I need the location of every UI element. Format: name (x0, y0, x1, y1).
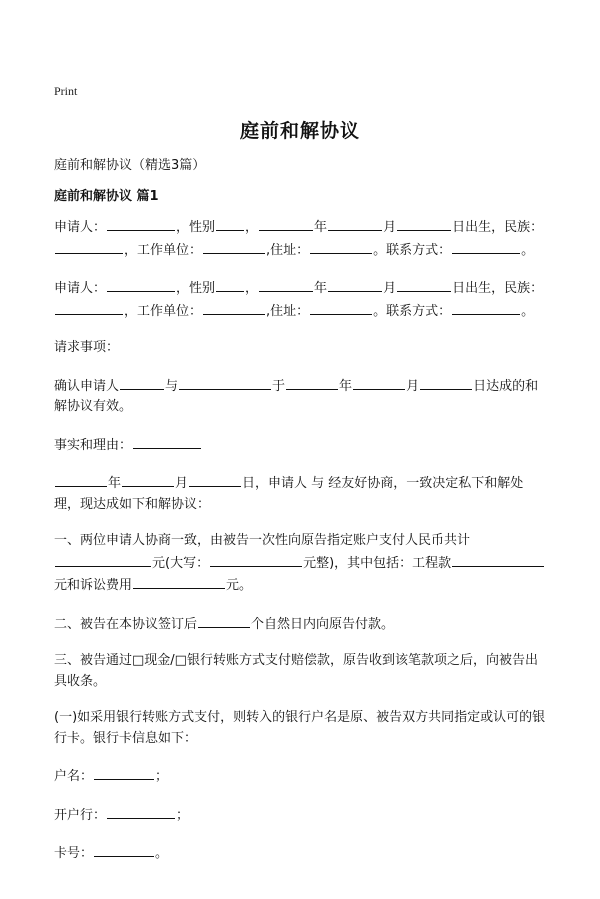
document-title: 庭前和解协议 (239, 120, 360, 142)
text-segment: 申请人： (54, 220, 107, 235)
blank-line (328, 216, 382, 231)
text-segment: 与 (165, 378, 179, 394)
text-segment: 事实和理由： (54, 437, 133, 453)
text-segment: 月 (406, 378, 420, 394)
facts-paragraph (54, 434, 546, 457)
text-segment: 二、被告在本协议签订后 (54, 616, 198, 632)
blank-line (94, 842, 154, 857)
bank-transfer-paragraph: (一)如采用银行转账方式支付，则转入的银行户名是原、被告双方共同指定或认可的银行卡。银行卡信息如下： (54, 710, 546, 746)
blank-line (107, 804, 175, 819)
text-segment: 。 (155, 846, 169, 861)
blank-line (286, 375, 338, 390)
text-segment: ； (155, 769, 169, 784)
text-segment: ，工作单位： (124, 242, 203, 258)
blank-line (179, 375, 271, 390)
blank-line (122, 472, 174, 487)
blank-line (133, 574, 225, 589)
text-segment: ，性别 (176, 220, 216, 235)
text-segment: ，工作单位： (124, 303, 203, 319)
blank-line (397, 277, 451, 292)
applicant-2-paragraph (54, 277, 546, 322)
blank-line (216, 277, 244, 292)
text-segment: 。联系方式： (373, 242, 452, 258)
account-name-line (54, 765, 546, 788)
text-segment: 日达成的和解协议有效。 (54, 378, 539, 414)
text-segment: 元。 (226, 578, 253, 593)
card-number-line (54, 842, 546, 865)
text-segment: 元整)，其中包括：工程款 (303, 555, 452, 571)
text-segment: 年 (339, 378, 353, 394)
request-paragraph (54, 375, 546, 418)
section-heading: 庭前和解协议 篇1 (54, 189, 159, 204)
text-segment: 开户行： (54, 807, 107, 823)
text-segment: ，性别 (176, 281, 216, 296)
print-link[interactable]: Print (54, 84, 78, 98)
blank-line (107, 277, 175, 292)
document-subtitle: 庭前和解协议（精选3篇） (54, 158, 206, 173)
text-segment: 年 (314, 220, 328, 235)
blank-line (55, 552, 151, 567)
blank-line (328, 277, 382, 292)
blank-line (259, 216, 313, 231)
blank-line (94, 765, 154, 780)
text-segment: 申请人： (54, 281, 107, 296)
text-segment: 月 (175, 476, 189, 491)
applicant-1-paragraph (54, 216, 546, 261)
text-segment: 于 (272, 378, 286, 394)
blank-line (452, 552, 544, 567)
text-segment: 月 (383, 281, 397, 296)
blank-line (120, 375, 164, 390)
clause-2-paragraph (54, 613, 546, 636)
text-segment: ,住址： (266, 303, 310, 319)
blank-line (216, 216, 244, 231)
agreement-intro-paragraph (54, 472, 546, 515)
request-heading: 请求事项： (54, 340, 120, 355)
text-segment: 日，申请人 与 经友好协商，一致决定私下和解处理，现达成如下和解协议： (54, 476, 524, 512)
blank-line (210, 552, 302, 567)
text-segment: 年 (314, 281, 328, 296)
blank-line (353, 375, 405, 390)
blank-line (452, 239, 520, 254)
clause-3-paragraph: 三、被告通过□现金/□银行转账方式支付赔偿款，原告收到该笔款项之后，向被告出具收条。 (54, 653, 538, 689)
text-segment: 确认申请人 (54, 378, 120, 394)
blank-line (310, 300, 372, 315)
blank-line (55, 239, 123, 254)
text-segment: 卡号： (54, 846, 94, 861)
text-segment: 元(大写： (152, 555, 210, 571)
blank-line (397, 216, 451, 231)
blank-line (55, 472, 107, 487)
text-segment: 月 (383, 220, 397, 235)
blank-line (259, 277, 313, 292)
text-segment: 元和诉讼费用 (54, 578, 133, 593)
text-segment: 日出生，民族： (452, 220, 544, 235)
blank-line (198, 613, 250, 628)
blank-line (189, 472, 241, 487)
blank-line (452, 300, 520, 315)
text-segment: ； (176, 807, 190, 823)
blank-line (203, 300, 265, 315)
blank-line (420, 375, 472, 390)
text-segment: ,住址： (266, 242, 310, 258)
text-segment: 。 (521, 303, 535, 319)
text-segment: ， (245, 220, 259, 235)
blank-line (133, 434, 201, 449)
text-segment: 日出生，民族： (452, 281, 544, 296)
text-segment: ， (245, 281, 259, 296)
text-segment: 个自然日内向原告付款。 (251, 616, 395, 632)
text-segment: 户名： (54, 769, 94, 784)
bank-branch-line (54, 804, 546, 827)
text-segment: 。联系方式： (373, 303, 452, 319)
text-segment: 一、两位申请人协商一致，由被告一次性向原告指定账户支付人民币共计 (54, 533, 471, 548)
text-segment: 年 (108, 476, 122, 491)
blank-line (107, 216, 175, 231)
blank-line (203, 239, 265, 254)
blank-line (55, 300, 123, 315)
clause-1-paragraph (54, 531, 546, 597)
text-segment: 。 (521, 242, 535, 258)
document-body (54, 216, 546, 881)
blank-line (310, 239, 372, 254)
